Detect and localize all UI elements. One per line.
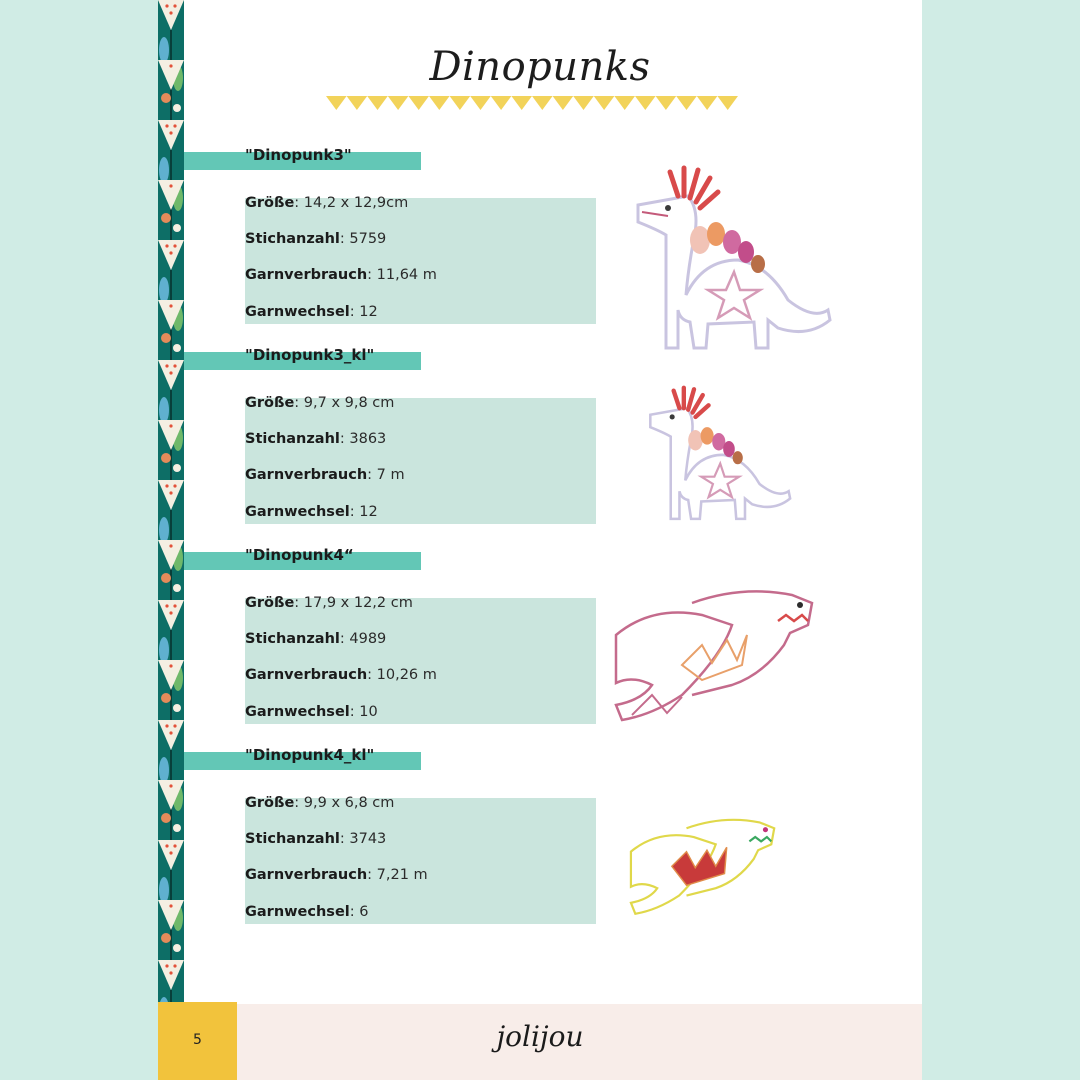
stitches-value: : 3863 (339, 431, 387, 447)
thread-line (245, 867, 428, 883)
size-label: Größe (245, 795, 295, 811)
thread-value: : 10,26 m (367, 667, 437, 683)
changes-label: Garnwechsel (245, 904, 350, 920)
stitches-value: : 3743 (339, 831, 387, 847)
thread-value: : 11,64 m (367, 267, 437, 283)
changes-label: Garnwechsel (245, 704, 350, 720)
thread-label: Garnverbrauch (245, 867, 368, 883)
changes-value: : 12 (349, 304, 378, 320)
decorative-pattern-strip (158, 0, 184, 1004)
changes-line (245, 704, 378, 720)
pterodactyl-embroidery-image-small (628, 812, 783, 922)
changes-value: : 10 (349, 704, 378, 720)
thread-line (245, 467, 405, 483)
thread-label: Garnverbrauch (245, 467, 368, 483)
triangle-banner (326, 96, 738, 112)
design-name: "Dinopunk4“ (245, 546, 354, 564)
size-label: Größe (245, 395, 295, 411)
stitches-line (245, 631, 386, 647)
changes-value: : 12 (349, 504, 378, 520)
changes-value: : 6 (349, 904, 369, 920)
stitches-line (245, 431, 386, 447)
pterodactyl-embroidery-image (612, 585, 824, 727)
page-number: 5 (193, 1032, 202, 1048)
changes-line (245, 504, 378, 520)
changes-line (245, 904, 368, 920)
design-name: "Dinopunk4_kl" (245, 746, 375, 764)
changes-label: Garnwechsel (245, 304, 350, 320)
thread-line (245, 667, 437, 683)
size-line (245, 595, 413, 611)
size-line (245, 395, 394, 411)
changes-line (245, 304, 378, 320)
stitches-label: Stichanzahl (245, 831, 340, 847)
stitches-value: : 5759 (339, 231, 387, 247)
page-title: Dinopunks (429, 44, 651, 90)
changes-label: Garnwechsel (245, 504, 350, 520)
size-label: Größe (245, 195, 295, 211)
thread-label: Garnverbrauch (245, 267, 368, 283)
dinosaur-embroidery-image (628, 160, 838, 355)
size-line (245, 795, 394, 811)
thread-value: : 7 m (367, 467, 405, 483)
stitches-label: Stichanzahl (245, 431, 340, 447)
size-value: : 14,2 x 12,9cm (294, 195, 409, 211)
stitches-line (245, 231, 386, 247)
stitches-line (245, 831, 386, 847)
stitches-label: Stichanzahl (245, 631, 340, 647)
stitches-value: : 4989 (339, 631, 387, 647)
brand-logo: jolijou (496, 1020, 584, 1053)
size-value: : 17,9 x 12,2 cm (294, 595, 413, 611)
design-name: "Dinopunk3" (245, 146, 352, 164)
stitches-label: Stichanzahl (245, 231, 340, 247)
size-label: Größe (245, 595, 295, 611)
size-value: : 9,7 x 9,8 cm (294, 395, 395, 411)
size-line (245, 195, 408, 211)
thread-value: : 7,21 m (367, 867, 428, 883)
thread-label: Garnverbrauch (245, 667, 368, 683)
dinosaur-embroidery-image-small (642, 382, 797, 524)
size-value: : 9,9 x 6,8 cm (294, 795, 395, 811)
thread-line (245, 267, 437, 283)
design-name: "Dinopunk3_kl" (245, 346, 375, 364)
